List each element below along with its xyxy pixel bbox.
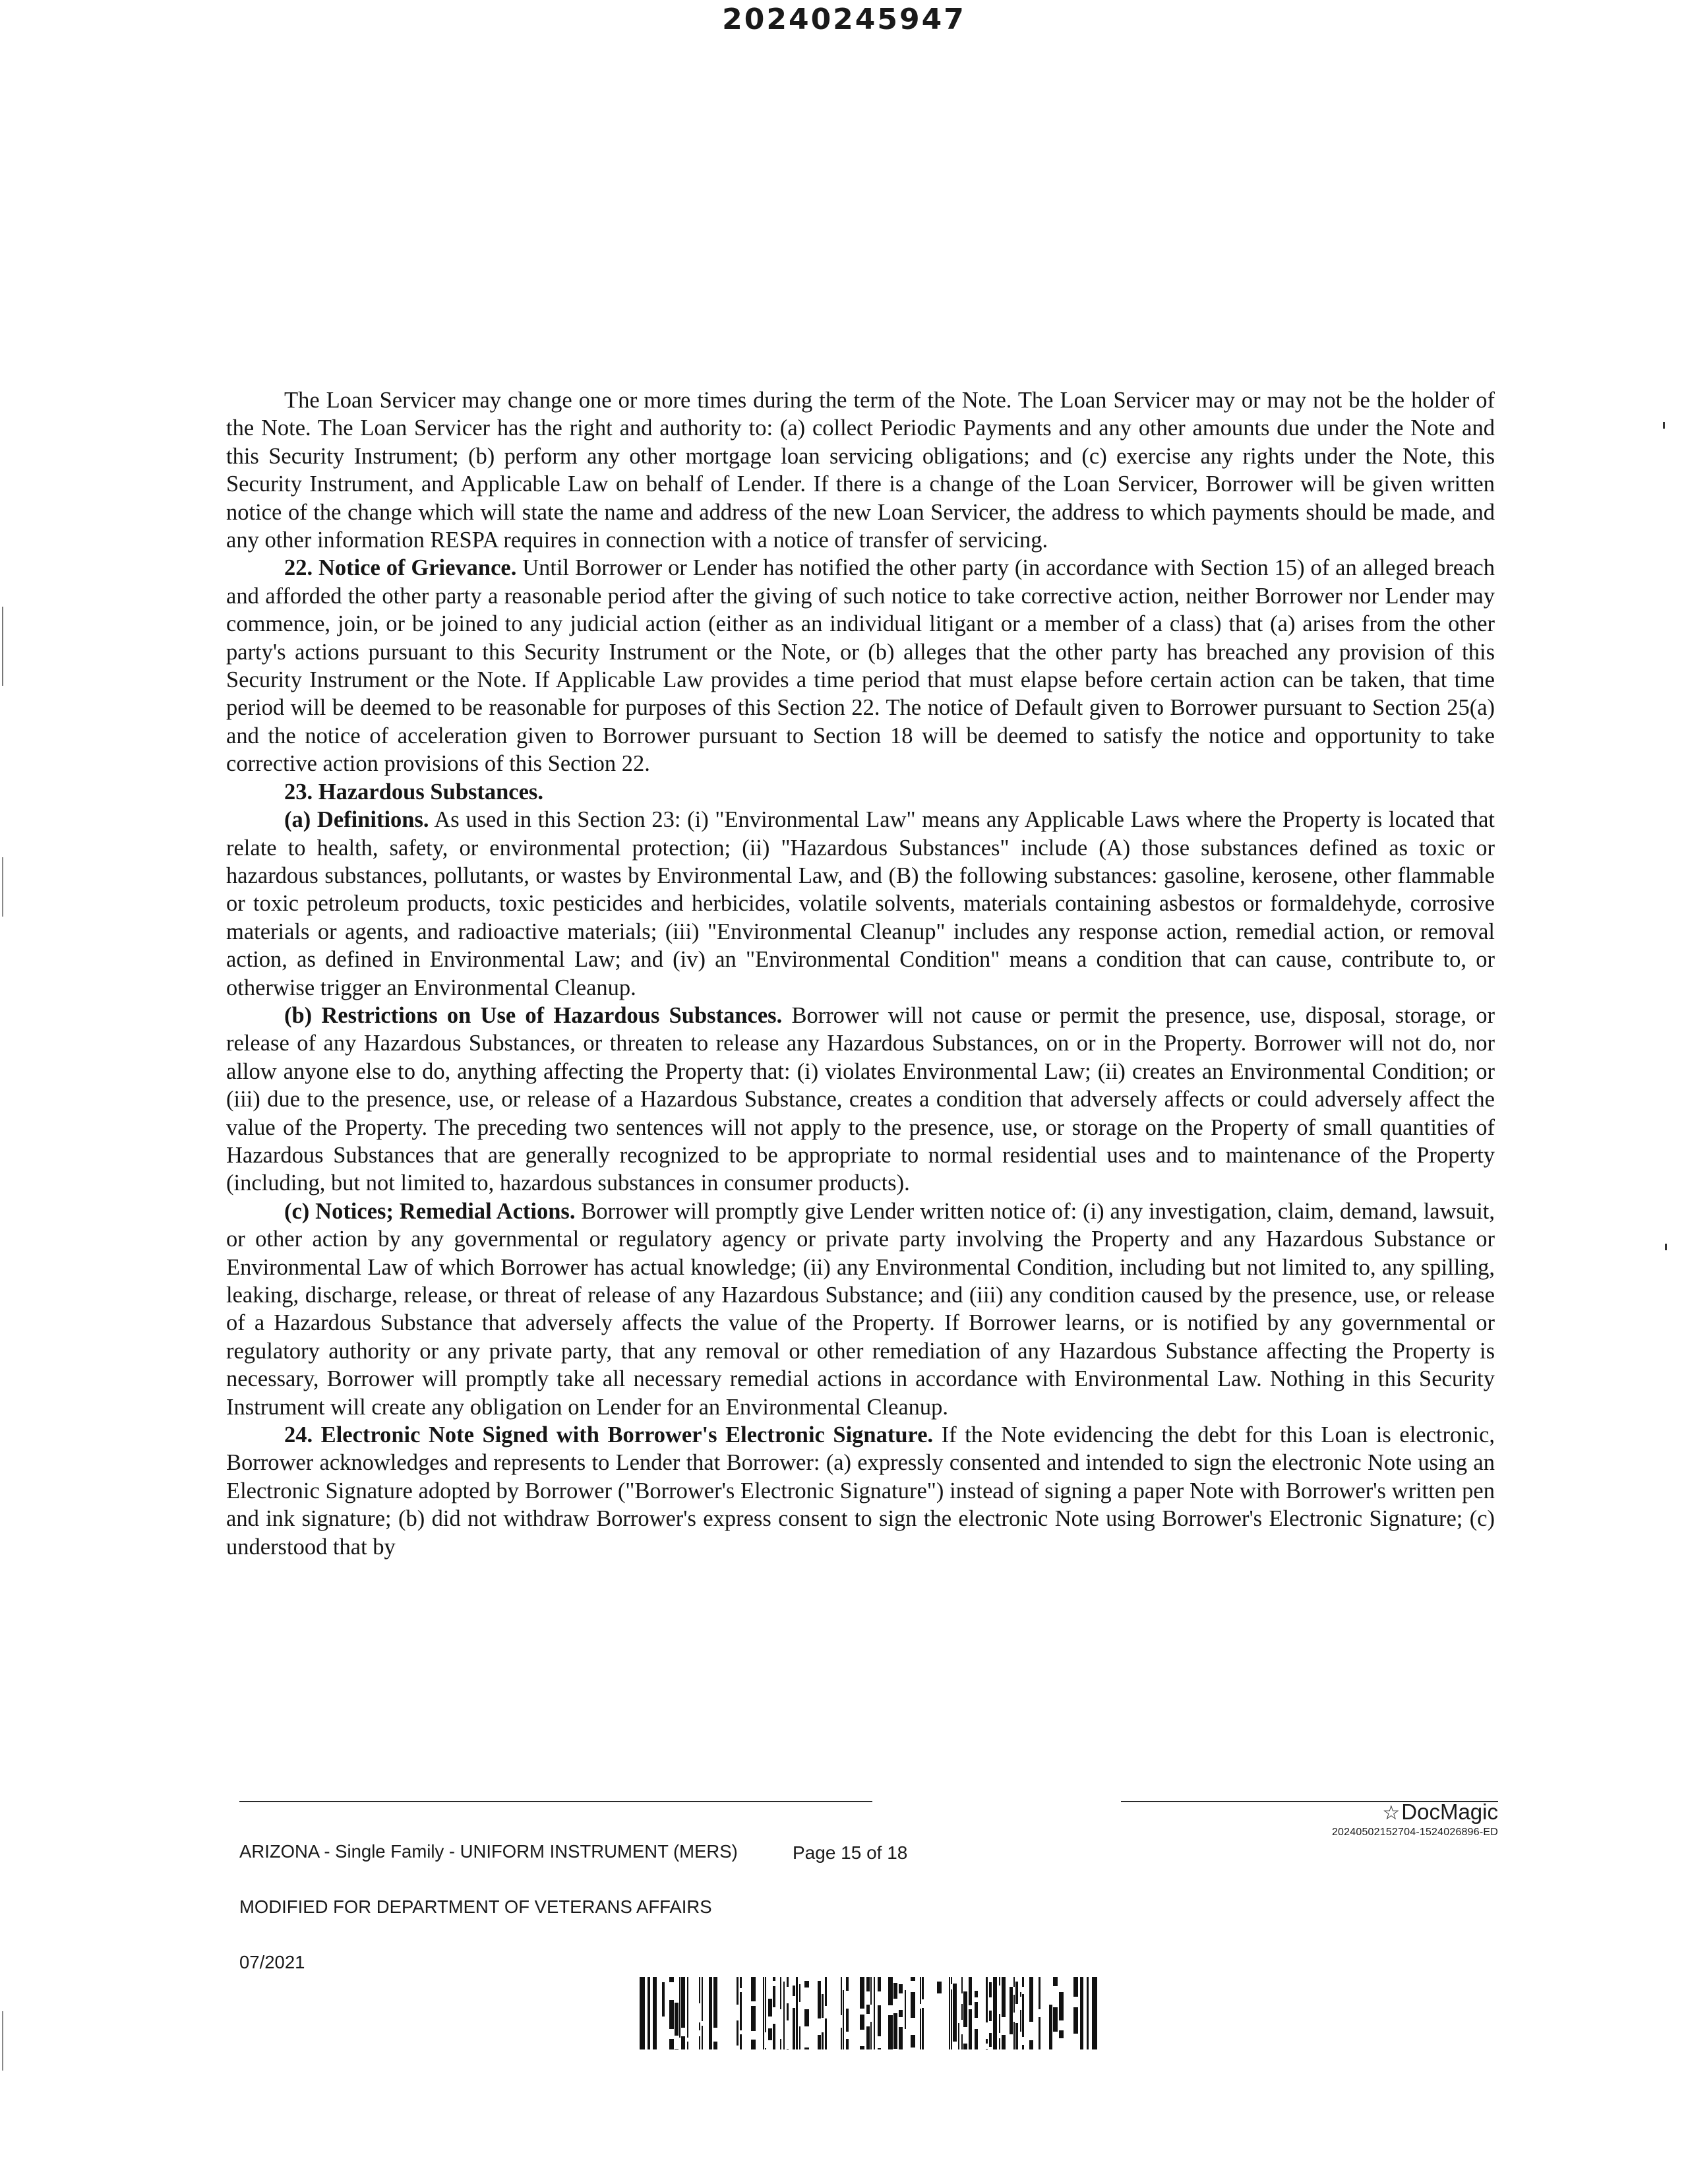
margin-mark	[2, 2011, 3, 2071]
footer-rule-left	[239, 1801, 872, 1802]
section-24	[226, 1421, 1495, 1561]
docmagic-brand	[1332, 1800, 1498, 1840]
margin-mark	[2, 607, 3, 686]
section-23c-text: Borrower will promptly give Lender written notice of: (i) any investigation, claim, demand, lawsuit, or other action by any governmental or regulatory agency or private party involving the Property and any Hazardous Substance or Environmental Law of which Borrower has actual knowledge; (ii) any Environmental Condition, including but not limited to, any spilling, leaking, discharge, release, or threat of release of any Hazardous Substance; and (iii) any condition caused by the presence, use, or release of a Hazardous Substance that adversely affects the value of the Property. If Borrower learns, or is notified by any governmental or regulatory authority or any private party, that any removal or other remediation of any Hazardous Substance affecting the Property is necessary, Borrower will promptly take all necessary remedial actions in accordance with Environmental Law. Nothing in this Security Instrument will create any obligation on Lender for an Environmental Cleanup.	[226, 1198, 1495, 1420]
section-23a-heading: (a) Definitions.	[284, 807, 429, 833]
brand-name: DocMagic	[1401, 1800, 1498, 1824]
paragraph-loan-servicer: The Loan Servicer may change one or more times during the term of the Note. The Loan Servicer may or may not be the holder of the Note. The Loan Servicer has the right and authority to: (a) collect Periodic Payments and any other amounts due under the Note and this Security Instrument; (b) perform any other mortgage loan servicing obligations; and (c) exercise any rights under the Note, this Security Instrument, and Applicable Law on behalf of Lender. If there is a change of the Loan Servicer, Borrower will be given written notice of the change which will state the name and address of the new Loan Servicer, the address to which payments should be made, and any other information RESPA requires in connection with a notice of transfer of servicing.	[226, 388, 1495, 553]
margin-mark	[1663, 422, 1665, 429]
section-23	[226, 778, 1495, 806]
margin-mark	[1665, 1244, 1667, 1250]
document-body	[226, 386, 1495, 1561]
section-22-text: Until Borrower or Lender has notified the other party (in accordance with Section 15) of an alleged breach and afforded the other party a reasonable period after the giving of such notice to take corrective action, neither Borrower nor Lender may commence, join, or be joined to any judicial action (either as an individual litigant or a member of a class) that (a) arises from the other party's actions pursuant to this Security Instrument or the Note, or (b) alleges that the other party has breached any provision of this Security Instrument or the Note. If Applicable Law provides a time period that must elapse before certain action can be taken, that time period will be deemed to be reasonable for purposes of this Section 22. The notice of Default given to Borrower pursuant to Section 25(a) and the notice of acceleration given to Borrower pursuant to Section 18 will be deemed to satisfy the notice and opportunity to take corrective action provisions of this Section 22.	[226, 555, 1495, 777]
section-23a	[226, 806, 1495, 1002]
margin-mark	[2, 857, 3, 917]
page-number: Page 15 of 18	[793, 1842, 908, 1863]
footer-form-date: 07/2021	[239, 1952, 305, 1972]
section-22	[226, 554, 1495, 777]
section-23c-heading: (c) Notices; Remedial Actions.	[284, 1198, 576, 1224]
section-23-heading: 23. Hazardous Substances.	[284, 779, 543, 804]
section-23a-text: As used in this Section 23: (i) "Environmental Law" means any Applicable Laws where the Property is located that relate to health, safety, or environmental protection; (ii) "Hazardous Substances" include (A) those substances defined as toxic or hazardous substances, pollutants, or wastes by Environmental Law, and (B) the following substances: gasoline, kerosene, other flammable or toxic petroleum products, toxic pesticides and herbicides, volatile solvents, materials containing asbestos or formaldehyde, corrosive materials or agents, and radioactive materials; (iii) "Environmental Cleanup" includes any response action, remedial action, or removal action, as defined in Environmental Law; and (iv) an "Environmental Condition" means a condition that can cause, contribute to, or otherwise trigger an Environmental Cleanup.	[226, 807, 1495, 1000]
brand-name-row	[1332, 1800, 1498, 1825]
section-23b-heading: (b) Restrictions on Use of Hazardous Substances.	[284, 1002, 783, 1028]
section-23b-text: Borrower will not cause or permit the presence, use, disposal, storage, or release of any Hazardous Substances, or threaten to release any Hazardous Substances, on or in the Property. Borrower will not do, nor allow anyone else to do, anything affecting the Property that: (i) violates Environmental Law; (ii) creates an Environmental Condition; or (iii) due to the presence, use, or release of a Hazardous Substance, creates a condition that adversely affects or could adversely affect the value of the Property. The preceding two sentences will not apply to the presence, use, or storage on the Property of small quantities of Hazardous Substances that are generally recognized to be appropriate to normal residential uses and to maintenance of the Property (including, but not limited to, hazardous substances in consumer products).	[226, 1002, 1495, 1196]
footer-form-modifier: MODIFIED FOR DEPARTMENT OF VETERANS AFFAIRS	[239, 1896, 712, 1917]
section-24-heading: 24. Electronic Note Signed with Borrower's Electronic Signature.	[284, 1422, 934, 1448]
section-23c	[226, 1198, 1495, 1421]
brand-document-id: 20240502152704-1524026896-ED	[1331, 1827, 1498, 1838]
section-23b	[226, 1002, 1495, 1198]
section-24-text: If the Note evidencing the debt for this Loan is electronic, Borrower acknowledges and represents to Lender that Borrower: (a) expressly consented and intended to sign the electronic Note using an Electronic Signature adopted by Borrower ("Borrower's Electronic Signature") instead of signing a paper Note with Borrower's written pen and ink signature; (b) did not withdraw Borrower's express consent to sign the electronic Note using Borrower's Electronic Signature; (c) understood that by	[226, 1422, 1495, 1560]
star-icon: ☆	[1382, 1802, 1401, 1824]
section-22-heading: 22. Notice of Grievance.	[284, 555, 517, 581]
footer-form-info	[239, 1805, 738, 1990]
barcode-image	[640, 1977, 1101, 2049]
recording-number: 20240245947	[722, 3, 966, 36]
footer-form-title: ARIZONA - Single Family - UNIFORM INSTRUMENT (MERS)	[239, 1841, 738, 1862]
